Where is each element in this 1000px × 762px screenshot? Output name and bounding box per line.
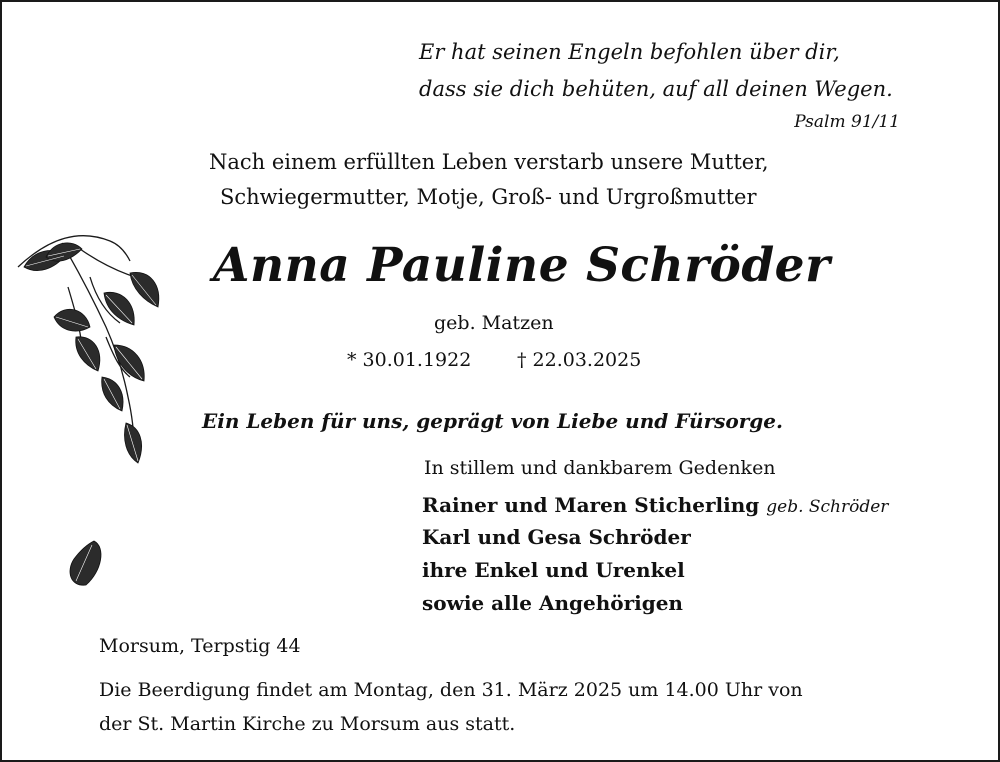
- mourners-intro: In stillem und dankbarem Gedenken: [424, 457, 776, 479]
- maiden-name: geb. Matzen: [434, 312, 554, 334]
- mourner-address: Morsum, Terpstig 44: [99, 635, 301, 657]
- funeral-info-line-1: Die Beerdigung findet am Montag, den 31. März 2025 um 14.00 Uhr von: [99, 679, 803, 701]
- mourner-line: Karl und Gesa Schröder: [422, 525, 691, 549]
- mourner-line: sowie alle Angehörigen: [422, 591, 683, 615]
- funeral-info-line-2: der St. Martin Kirche zu Morsum aus statt.: [99, 713, 516, 735]
- bible-verse-line-1: Er hat seinen Engeln befohlen über dir,: [419, 40, 840, 64]
- verse-reference: Psalm 91/11: [794, 112, 900, 132]
- mourner-line: ihre Enkel und Urenkel: [422, 558, 685, 582]
- bible-verse-line-2: dass sie dich behüten, auf all deinen Wegen.: [419, 77, 893, 101]
- birth-date: * 30.01.1922: [347, 349, 472, 371]
- death-date: † 22.03.2025: [517, 349, 642, 371]
- intro-text-line-2: Schwiegermutter, Motje, Groß- und Urgroßmutter: [220, 185, 757, 209]
- mourner-maiden-note: geb. Schröder: [766, 497, 889, 517]
- birch-branch-icon: [10, 227, 170, 607]
- intro-text-line-1: Nach einem erfüllten Leben verstarb unsere Mutter,: [209, 150, 769, 174]
- mourner-line: [422, 493, 888, 517]
- deceased-name: Anna Pauline Schröder: [213, 238, 831, 293]
- mourner-name: Rainer und Maren Sticherling: [422, 493, 760, 517]
- life-motto: Ein Leben für uns, geprägt von Liebe und Fürsorge.: [202, 409, 783, 433]
